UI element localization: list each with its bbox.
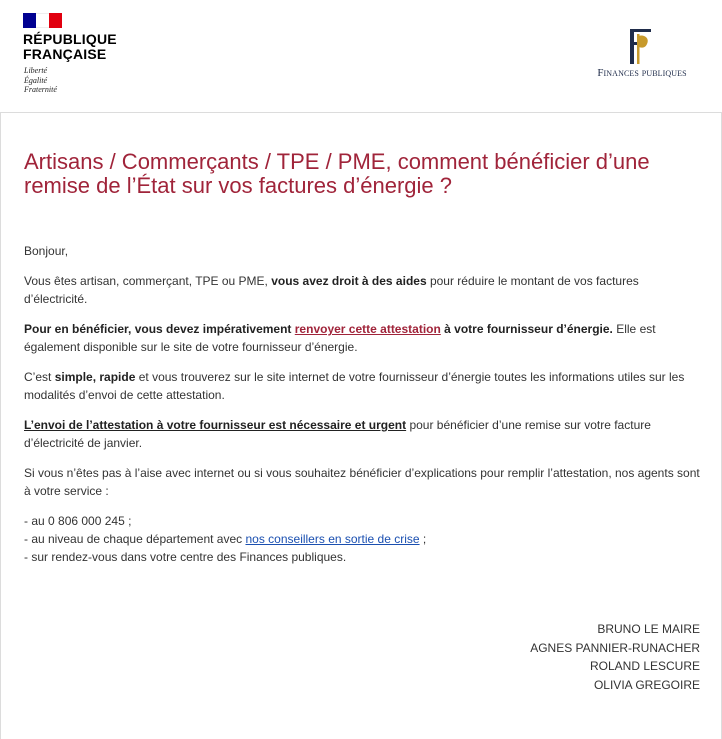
list-item-dept-post: ; [419, 532, 427, 546]
rf-line2: FRANÇAISE [23, 46, 107, 62]
p4-bold: simple, rapide [54, 370, 136, 384]
finances-publiques-name [584, 67, 700, 79]
paragraph-aides [24, 272, 700, 308]
motto-liberte: Liberté [24, 66, 48, 75]
p3-bold-pre: Pour en bénéficier, vous devez impérativement [24, 322, 295, 336]
p3-bold-post: à votre fournisseur d’énergie. [440, 322, 613, 336]
republique-francaise-logo [23, 32, 117, 62]
list-item-dept-pre: - au niveau de chaque département avec [24, 532, 246, 546]
p4-post: et vous trouverez sur le site internet de votre fournisseur d’énergie toutes les informations utiles sur les modalités d’envoi de cette attestation. [24, 370, 685, 402]
conseillers-link[interactable]: nos conseillers en sortie de crise [245, 532, 420, 546]
rf-line1: RÉPUBLIQUE [23, 31, 117, 47]
french-flag-icon [23, 13, 62, 28]
p5-underlined: L’envoi de l’attestation à votre fournisseur est nécessaire et urgent [24, 418, 407, 432]
fp-name-text: Finances publiques [597, 67, 687, 79]
paragraph-simple [24, 368, 700, 404]
p2-post: pour réduire le montant de vos factures d’électricité. [24, 274, 639, 306]
finances-publiques-logo-icon [624, 24, 656, 66]
p2-pre: Vous êtes artisan, commerçant, TPE ou PME, [24, 274, 272, 288]
list-item-phone: - au 0 806 000 245 ; [24, 514, 132, 528]
paragraph-assistance: Si vous n’êtes pas à l’aise avec internet ou si vous souhaitez bénéficier d’explications pour remplir l’attestation, nos agents sont à votre service : [24, 466, 700, 498]
signature-1: BRUNO LE MAIRE [597, 622, 700, 636]
signature-3: ROLAND LESCURE [589, 659, 700, 673]
email-header [0, 0, 722, 113]
p2-bold: vous avez droit à des aides [271, 274, 427, 288]
signatures [530, 620, 700, 694]
motto-egalite: Égalité [24, 75, 48, 85]
republic-motto [24, 66, 57, 95]
motto-fraternite: Fraternité [24, 85, 57, 94]
signature-4: OLIVIA GREGOIRE [593, 677, 700, 692]
email-body [24, 150, 700, 566]
attestation-link[interactable]: renvoyer cette attestation [294, 322, 441, 336]
p3-post: Elle est également disponible sur le site de votre fournisseur d’énergie. [24, 322, 656, 354]
email-title: Artisans / Commerçants / TPE / PME, comment bénéficier d’une remise de l’État sur vos factures d’énergie ? [24, 149, 650, 198]
signature-2: AGNES PANNIER-RUNACHER [530, 640, 700, 655]
contact-list [24, 512, 700, 566]
paragraph-urgent [24, 416, 700, 452]
frame-border-left [0, 112, 1, 739]
greeting: Bonjour, [24, 244, 69, 258]
p4-pre: C’est [24, 370, 55, 384]
paragraph-attestation [24, 320, 700, 356]
list-item-rdv: - sur rendez-vous dans votre centre des Finances publiques. [24, 550, 347, 564]
p5-post: pour bénéficier d’une remise sur votre facture d’électricité de janvier. [24, 418, 651, 450]
